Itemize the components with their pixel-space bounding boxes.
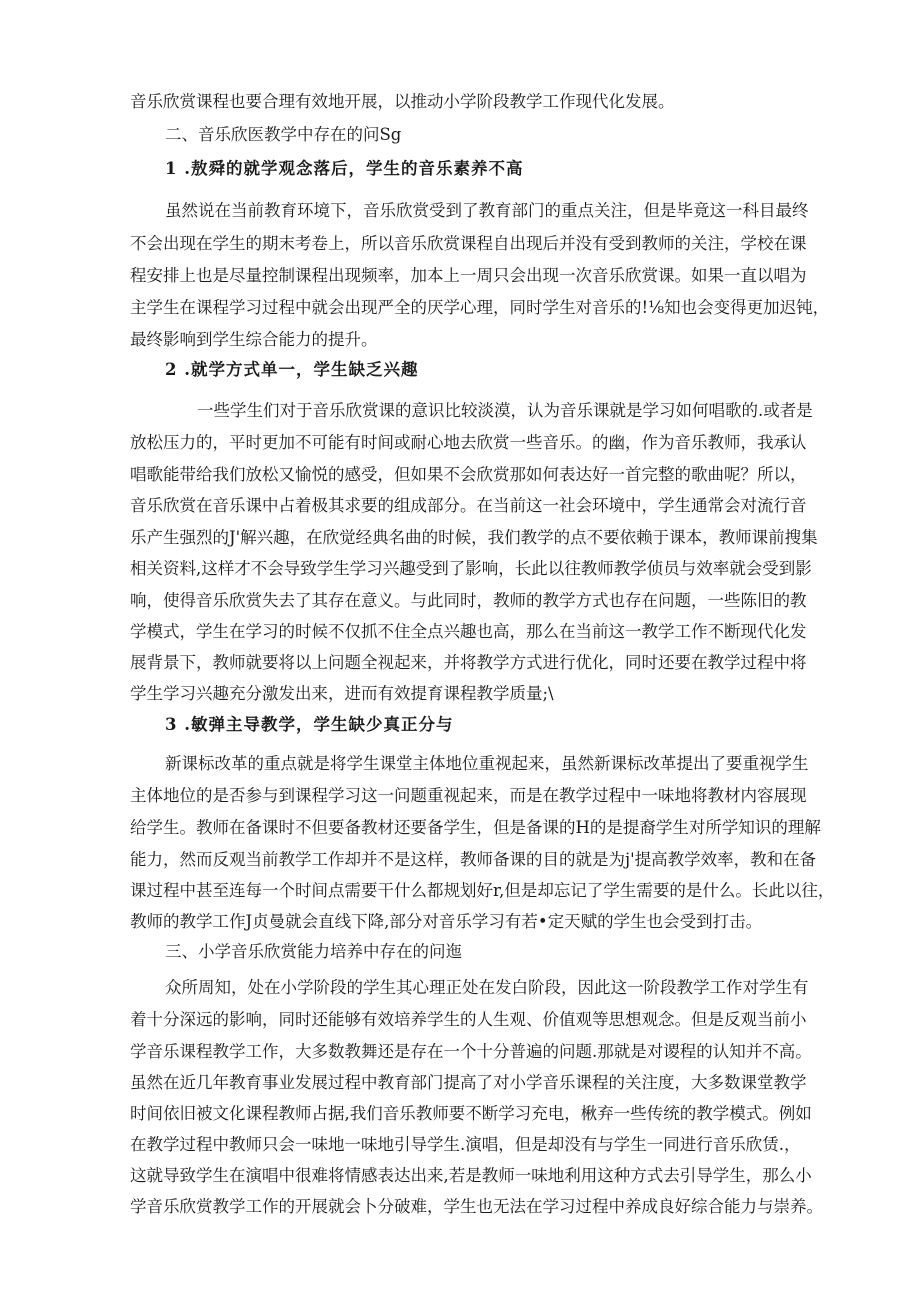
paragraph-line: 学模式，学生在学习的时候不仅抓不住全点兴趣也高，那么在当前这一教学工作不断现代化发 (130, 622, 807, 641)
paragraph-line: 这就导致学生在演唱中很难将情感表达出来,若是教师一味地利用这种方式去引导学生，那么小 (130, 1166, 812, 1185)
paragraph-line: 一些学生们对于音乐欣赏课的意识比较淡漠，认为音乐课就是学习如何唱歌的.或者是 (197, 401, 813, 420)
paragraph-line: 响，使得音乐欣赏失去了其存在意义。与此同时，教师的教学方式也存在问题，一些陈旧的教 (130, 591, 807, 610)
intro-line: 音乐欣赏课程也要合理有效地开展，以推动小学阶段教学工作现代化发展。 (130, 92, 675, 111)
paragraph-line: 唱歌能带给我们放松又愉悦的感受，但如果不会欣赏那如何表达好一首完整的歌曲呢？所以， (130, 465, 807, 484)
paragraph-line: 乐产生强烈的J'解兴趣，在欣觉经典名曲的时候，我们教学的点不要依赖于课本，教师课前搜集 (130, 528, 818, 547)
paragraph-line: 放松压力的，平时更加不可能有时间或耐心地去欣赏一些音乐。的幽，作为音乐教师，我承认 (130, 433, 807, 452)
subsection-3-heading: 3 .敏弹主导教学，学生缺少真正分与 (165, 715, 454, 734)
paragraph-line: 课过程中甚至连每一个时间点需要干什么都规划好r,但是却忘记了学生需要的是什么。长此以往， (130, 881, 835, 900)
paragraph-line: 能力，然而反观当前教学工作却并不是这样，教师备课的目的就是为j'提高教学效率，教和在备 (130, 850, 817, 869)
paragraph-line: 新课标改革的重点就是将学生课堂主体地位重视起来，虽然新课标改革提出了要重视学生 (165, 754, 809, 773)
paragraph-line: 相关资料,这样才不会导致学生学习兴趣受到了影响，长此以往教师教学侦员与效率就会受到影 (130, 559, 812, 578)
paragraph-line: 程安排上也是尽量控制课程出现频率，加本上一周只会出现一次音乐欣赏课。如果一直以唱为 (130, 266, 807, 285)
paragraph-line: 着十分深远的影响，同时还能够有效培养学生的人生观、价值观等思想观念。但是反观当前小 (130, 1010, 807, 1029)
paragraph-line: 音乐欣赏在音乐课中占着极其求要的组成部分。在当前这一社会环境中，学生通常会对流行音 (130, 496, 807, 515)
subsection-1-heading: 1 .敖舜的就学观念落后，学生的音乐素养不高 (165, 159, 524, 178)
paragraph-line: 学音乐欣赏教学工作的开展就会卜分破难，学生也无法在学习过程中养成良好综合能力与崇养。 (130, 1197, 823, 1216)
paragraph-line: 给学生。教师在备课时不但要备教材还要备学生，但是备课的H的是提裔学生对所学知识的理解 (130, 818, 821, 837)
paragraph-line: 展背景下，教师就要将以上问题全视起来，并将教学方式进行优化，同时还要在教学过程中将 (130, 653, 807, 672)
section-2-heading: 二、音乐欣医教学中存在的问Sg (165, 125, 402, 144)
paragraph-line: 虽然在近几年教育事业发展过程中教育部门提高了对小学音乐课程的关注度，大多数课堂教学 (130, 1073, 807, 1092)
section-3-heading: 三、小学音乐欣赏能力培养中存在的问迤 (165, 942, 462, 961)
subsection-2-heading: 2 .就学方式单一，学生缺乏兴趣 (165, 360, 419, 379)
paragraph-line: 主学生在课程学习过程中就会出现严全的厌学心理，同时学生对音乐的!⅛知也会变得更加迟钝， (130, 298, 830, 317)
paragraph-line: 学生学习兴趣充分激发出来，进而有效提育课程教学质量;\ (130, 684, 554, 703)
paragraph-line: 众所周知，处在小学阶段的学生其心理正处在发白阶段，因此这一阶段教学工作对学生有 (165, 978, 809, 997)
paragraph-line: 虽然说在当前教育环境下，音乐欣赏受到了教育部门的重点关注，但是毕竟这一科目最终 (165, 201, 809, 220)
paragraph-line: 时间依旧被文化课程教师占据,我们音乐教师要不断学习充电，楸弃一些传统的教学模式。例如 (130, 1104, 812, 1123)
paragraph-line: 教师的教学工作J贞曼就会直线下降,部分对音乐学习有若•定天赋的学生也会受到打击。 (130, 912, 763, 931)
paragraph-line: 在教学过程中教师只会一味地一味地引导学生.演唱，但是却没有与学生一同进行音乐欣赁.， (130, 1135, 801, 1154)
paragraph-line: 不会出现在学生的期末考卷上，所以音乐欣赏课程自出现后并没有受到教师的关注，学校在课 (130, 234, 807, 253)
paragraph-line: 主体地位的是否参与到课程学习这一问题重视起来，而是在教学过程中一味地将教材内容展现 (130, 786, 807, 805)
paragraph-line: 最终影响到学生综合能力的提升。 (130, 330, 378, 349)
paragraph-line: 学音乐课程教学工作，大多数教舞还是存在一个十分普遍的问题.那就是对谡程的认知并不高。 (130, 1042, 812, 1061)
